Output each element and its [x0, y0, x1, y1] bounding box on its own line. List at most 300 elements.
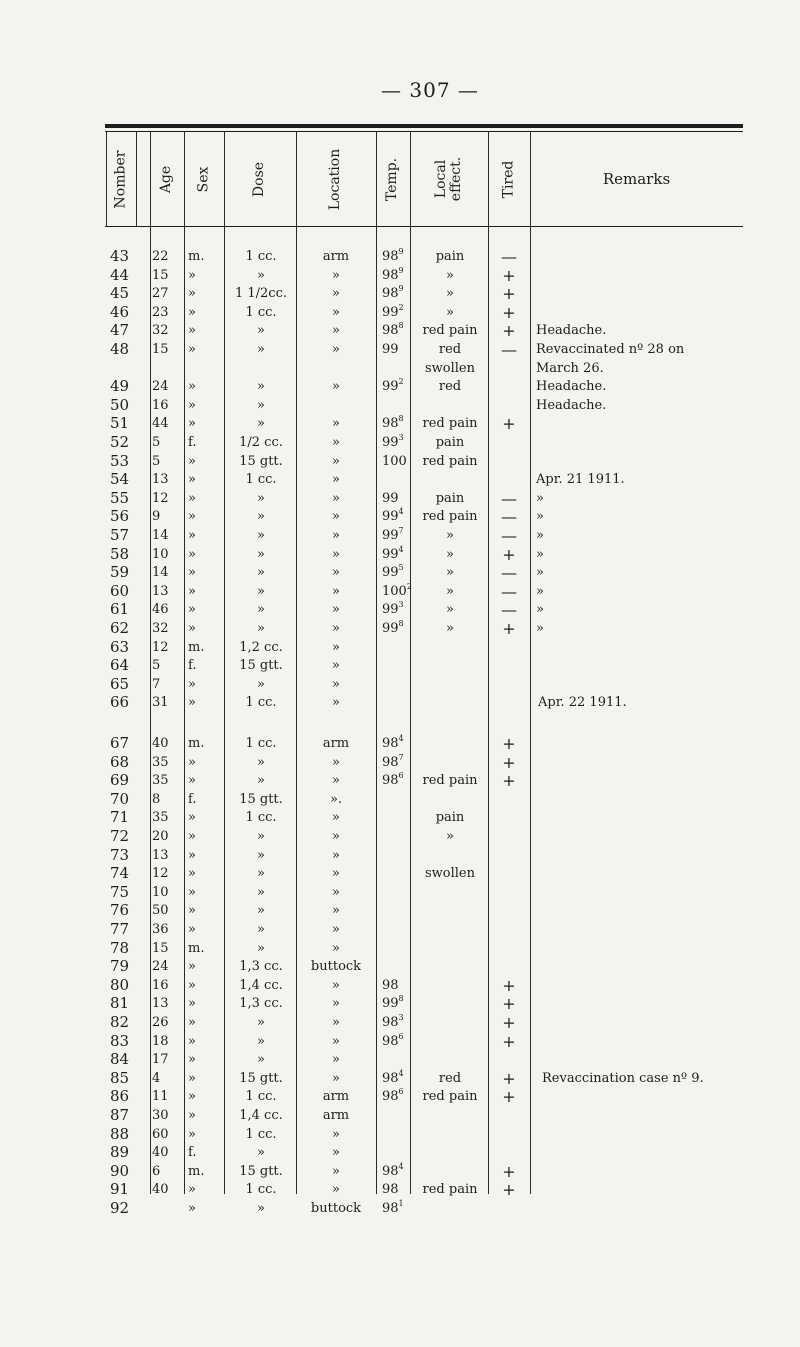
header-temp: Temp. [384, 157, 401, 201]
cell-sex: » [188, 847, 196, 863]
temp-decimal: 3 [398, 1013, 404, 1022]
temp-value: 99 [382, 509, 399, 525]
cell-age: 60 [152, 1126, 169, 1142]
cell-number: 80 [110, 975, 130, 994]
cell-temp [382, 507, 412, 526]
cell-dose: 1 cc. [245, 1126, 277, 1142]
cell-number: 54 [110, 470, 130, 489]
cell-age: 32 [152, 323, 169, 339]
cell-tired: + [502, 544, 516, 564]
cell-dose: » [257, 583, 265, 599]
header-remarks: Remarks [602, 169, 671, 188]
table-row [0, 1013, 800, 1032]
cell-dose: 1 cc. [245, 249, 277, 264]
cell-age: 22 [152, 249, 169, 264]
table-row [0, 656, 800, 675]
cell-dose: » [257, 903, 265, 919]
table-row [0, 1106, 800, 1125]
cell-temp [382, 1162, 412, 1181]
temp-value: 98 [382, 1089, 399, 1105]
temp-value: 98 [382, 736, 399, 751]
table-row [0, 582, 800, 601]
cell-sex: m. [188, 639, 205, 655]
cell-temp [382, 414, 412, 433]
cell-number: 92 [110, 1199, 130, 1217]
cell-location: » [332, 1163, 340, 1179]
temp-value: 98 [382, 249, 399, 264]
cell-location: » [332, 866, 340, 882]
cell-local-effect: » [446, 546, 454, 562]
table-row [0, 1032, 800, 1051]
cell-temp [382, 734, 412, 753]
cell-location: » [332, 490, 340, 506]
cell-location: » [332, 903, 340, 919]
cell-dose: 1 cc. [245, 1089, 277, 1105]
cell-location: » [332, 528, 340, 543]
cell-location: » [332, 658, 340, 674]
table-row [0, 638, 800, 657]
cell-number: 61 [110, 600, 130, 619]
cell-number: 56 [110, 507, 130, 526]
cell-sex: » [188, 323, 196, 339]
cell-temp [382, 526, 412, 545]
temp-decimal: 3 [398, 433, 404, 442]
cell-sex: » [188, 342, 196, 357]
cell-sex: f. [188, 1145, 197, 1161]
cell-age: 9 [152, 509, 161, 525]
cell-dose: » [257, 621, 265, 636]
table-row [0, 545, 800, 564]
table-row [0, 266, 800, 285]
table-top-rule [105, 124, 743, 128]
cell-age: 16 [152, 977, 169, 993]
temp-value: 98 [382, 267, 399, 283]
cell-age: 17 [152, 1052, 169, 1068]
table-row [0, 675, 800, 694]
cell-local-effect: pain [435, 249, 465, 264]
cell-number: 88 [110, 1124, 130, 1143]
cell-location: » [332, 304, 340, 320]
cell-number: 57 [110, 526, 130, 544]
temp-value: 99 [382, 996, 399, 1012]
cell-number: 84 [110, 1050, 130, 1069]
cell-remarks: Revaccinated nº 28 on [536, 342, 685, 357]
cell-location: » [332, 323, 340, 339]
cell-tired: + [502, 752, 516, 772]
cell-location: » [332, 379, 340, 395]
cell-sex: » [188, 621, 196, 636]
cell-location: » [332, 810, 340, 826]
cell-number: 70 [110, 789, 130, 808]
cell-local-effect: red pain [422, 509, 478, 525]
cell-tired: + [502, 414, 516, 434]
table-row [0, 433, 800, 452]
cell-tired: — [501, 600, 517, 620]
cell-temp [382, 340, 412, 359]
cell-location: » [332, 829, 340, 844]
temp-value: 100 [382, 583, 407, 599]
cell-age: 14 [152, 528, 169, 543]
table-row [0, 734, 800, 753]
table-row [0, 994, 800, 1013]
cell-location: » [332, 1070, 340, 1086]
cell-dose: » [257, 754, 265, 770]
header-local-effect: Local effect. [433, 156, 464, 202]
cell-location: » [332, 286, 340, 302]
table-row [0, 377, 800, 396]
cell-tired: + [502, 1180, 516, 1200]
cell-number: 55 [110, 488, 130, 507]
table-row [0, 563, 800, 582]
cell-sex: » [188, 490, 196, 506]
cell-sex: » [188, 304, 196, 320]
side-note-apr22: Apr. 22 1911. [538, 695, 627, 710]
cell-local-effect: red [438, 1070, 462, 1086]
temp-value: 98 [382, 754, 399, 770]
cell-temp [382, 284, 412, 303]
cell-sex: » [188, 1089, 196, 1105]
table-row [0, 526, 800, 545]
table-row [0, 619, 800, 638]
cell-tired: — [501, 563, 517, 583]
temp-decimal: 6 [398, 1087, 404, 1097]
table-row [0, 247, 800, 266]
cell-sex: » [188, 754, 196, 770]
cell-number: 43 [110, 247, 130, 265]
cell-age: 5 [152, 453, 161, 469]
table-row [0, 303, 800, 322]
cell-sex: » [188, 472, 196, 488]
table-row [0, 489, 800, 508]
cell-sex: » [188, 583, 196, 599]
cell-local-effect: » [446, 528, 454, 543]
cell-age: 6 [152, 1163, 161, 1179]
cell-local-effect: swollen [424, 360, 475, 376]
table-row [0, 1199, 800, 1218]
table-row [0, 1180, 800, 1199]
cell-number: 65 [110, 674, 130, 693]
cell-dose: 1,3 cc. [239, 996, 283, 1012]
cell-remarks: Apr. 21 1911. [536, 472, 625, 488]
cell-tired: — [501, 488, 517, 508]
cell-sex: f. [188, 435, 197, 450]
cell-dose: » [257, 490, 265, 506]
cell-temp [382, 489, 412, 508]
cell-age: 16 [152, 397, 169, 413]
cell-remarks: » [536, 621, 544, 636]
cell-sex: » [188, 528, 196, 543]
temp-decimal: 7 [398, 526, 404, 535]
cell-dose: 15 gtt. [239, 1163, 283, 1179]
temp-decimal: 6 [398, 1031, 404, 1041]
cell-dose: » [257, 940, 265, 956]
cell-temp [382, 1180, 412, 1199]
cell-tired: + [502, 302, 516, 322]
cell-sex: » [188, 829, 196, 844]
cell-tired: + [502, 284, 516, 304]
cell-location: » [332, 621, 340, 636]
cell-remarks: Headache. [536, 397, 607, 413]
cell-number: 79 [110, 957, 130, 976]
cell-sex: f. [188, 791, 197, 807]
cell-temp [382, 771, 412, 790]
cell-number: 68 [110, 752, 130, 771]
cell-sex: » [188, 773, 196, 789]
cell-age: 4 [152, 1070, 161, 1086]
cell-location: buttock [310, 959, 362, 975]
cell-sex: » [188, 959, 196, 975]
cell-local-effect: » [446, 304, 454, 320]
cell-age: 50 [152, 903, 169, 919]
cell-age: 8 [152, 791, 161, 807]
cell-location: arm [322, 249, 350, 264]
cell-local-effect: red pain [422, 1182, 478, 1198]
cell-dose: 1 cc. [245, 472, 277, 488]
cell-dose: » [257, 1015, 265, 1030]
table-row [0, 976, 800, 995]
cell-age: 44 [152, 416, 169, 432]
table-row [0, 396, 800, 415]
cell-sex: » [188, 1033, 196, 1049]
cell-dose: 1 cc. [245, 810, 277, 826]
cell-sex: » [188, 416, 196, 432]
cell-location: » [332, 602, 340, 618]
cell-age: 14 [152, 565, 169, 581]
temp-decimal: 4 [398, 734, 404, 743]
table-row [0, 1125, 800, 1144]
cell-number: 49 [110, 377, 130, 396]
cell-tired: — [501, 581, 517, 601]
cell-tired: — [501, 247, 517, 266]
cell-number: 63 [110, 637, 130, 656]
cell-dose: » [257, 379, 265, 395]
table-row [0, 920, 800, 939]
cell-age: 10 [152, 884, 169, 900]
temp-value: 99 [382, 304, 399, 320]
cell-age: 13 [152, 996, 169, 1012]
table-row [0, 600, 800, 619]
cell-location: » [332, 416, 340, 432]
temp-value: 99 [382, 379, 399, 395]
cell-number: 66 [110, 693, 130, 712]
cell-dose: » [257, 922, 265, 937]
cell-location: » [332, 1126, 340, 1142]
table-row [0, 340, 800, 359]
temp-value: 98 [382, 1015, 399, 1030]
cell-temp [382, 545, 412, 564]
cell-sex: » [188, 922, 196, 937]
cell-age: 26 [152, 1015, 169, 1030]
table-row [0, 901, 800, 920]
table-row [0, 939, 800, 958]
cell-tired: + [502, 1068, 516, 1088]
cell-temp [382, 976, 412, 995]
cell-remarks: Headache. [536, 323, 607, 339]
cell-dose: » [257, 773, 265, 789]
cell-sex: m. [188, 249, 205, 264]
cell-dose: » [257, 1052, 265, 1068]
cell-remarks: » [536, 509, 544, 525]
cell-temp [382, 247, 412, 266]
cell-age: 10 [152, 546, 169, 562]
cell-number: 86 [110, 1087, 130, 1106]
cell-location: ». [329, 791, 343, 807]
cell-local-effect: red pain [422, 453, 478, 469]
cell-temp [382, 619, 412, 638]
cell-sex: » [188, 866, 196, 882]
table-row [0, 864, 800, 883]
cell-age: 7 [152, 676, 161, 692]
cell-tired: + [502, 1161, 516, 1181]
temp-value: 98 [382, 1201, 399, 1216]
temp-decimal: 5 [398, 563, 404, 573]
cell-number: 69 [110, 771, 130, 790]
cell-number: 75 [110, 882, 130, 901]
header-age: Age [158, 165, 175, 193]
cell-age: 13 [152, 583, 169, 599]
cell-remarks: » [536, 528, 544, 543]
cell-dose: 15 gtt. [239, 453, 283, 469]
temp-value: 99 [382, 546, 399, 562]
table-row [0, 1143, 800, 1162]
cell-sex: m. [188, 1163, 205, 1179]
cell-tired: + [502, 1031, 516, 1051]
cell-age: 5 [152, 658, 161, 674]
table-row [0, 753, 800, 772]
cell-sex: » [188, 996, 196, 1012]
cell-temp [382, 1013, 412, 1032]
temp-decimal: 8 [398, 994, 404, 1004]
temp-decimal: 7 [398, 752, 404, 762]
temp-decimal: 4 [398, 544, 404, 554]
cell-dose: » [257, 847, 265, 863]
cell-location: » [332, 435, 340, 450]
cell-age: 40 [152, 736, 169, 751]
cell-temp [382, 1032, 412, 1051]
temp-value: 98 [382, 1163, 399, 1179]
cell-location: » [332, 1052, 340, 1068]
cell-number: 77 [110, 920, 130, 938]
cell-number: 62 [110, 619, 130, 637]
cell-number: 47 [110, 321, 130, 340]
cell-local-effect: » [446, 286, 454, 302]
cell-sex: » [188, 602, 196, 618]
cell-sex: » [188, 1182, 196, 1198]
cell-tired: + [502, 265, 516, 285]
cell-tired: — [501, 507, 517, 527]
cell-age: 30 [152, 1108, 169, 1123]
table-row [0, 1162, 800, 1181]
cell-number: 91 [110, 1180, 130, 1199]
cell-temp [382, 303, 412, 322]
cell-dose: » [257, 1201, 265, 1216]
header-tired: Tired [500, 160, 517, 198]
temp-decimal: 2 [406, 581, 412, 591]
cell-dose: 1 cc. [245, 695, 277, 711]
cell-temp [382, 600, 412, 619]
table-row [0, 771, 800, 790]
table-row [0, 452, 800, 471]
cell-dose: » [257, 416, 265, 432]
cell-sex: » [188, 977, 196, 993]
cell-number: 90 [110, 1161, 130, 1180]
cell-remarks: » [536, 565, 544, 581]
cell-sex: » [188, 509, 196, 525]
cell-location: » [332, 639, 340, 655]
cell-number: 48 [110, 340, 130, 358]
cell-remarks: » [536, 546, 544, 562]
cell-sex: » [188, 1015, 196, 1030]
cell-age: 35 [152, 773, 169, 789]
cell-sex: » [188, 1126, 196, 1142]
cell-location: » [332, 922, 340, 937]
cell-sex: m. [188, 940, 205, 956]
temp-decimal: 9 [398, 247, 404, 256]
table-row [0, 470, 800, 489]
cell-temp [382, 433, 412, 452]
table-row [0, 1087, 800, 1106]
cell-number: 72 [110, 827, 130, 845]
cell-number: 89 [110, 1143, 130, 1162]
cell-location: » [332, 1145, 340, 1161]
cell-age: 24 [152, 379, 169, 395]
temp-decimal: 4 [398, 507, 404, 517]
side-note-revaccination: Revaccination case nº 9. [542, 1071, 704, 1086]
cell-dose: » [257, 546, 265, 562]
table-row [0, 808, 800, 827]
cell-sex: » [188, 695, 196, 711]
cell-temp [382, 452, 412, 471]
cell-remarks: Headache. [536, 379, 607, 395]
cell-location: » [332, 509, 340, 525]
page-number: — 307 — [381, 78, 479, 102]
temp-value: 100 [382, 453, 407, 469]
cell-temp [382, 321, 412, 340]
cell-age: 12 [152, 490, 169, 506]
temp-value: 98 [382, 1070, 399, 1086]
temp-value: 98 [382, 773, 399, 789]
temp-value: 99 [382, 435, 399, 450]
cell-tired: — [501, 340, 517, 359]
cell-tired: + [502, 321, 516, 341]
cell-dose: » [257, 267, 265, 283]
temp-value: 99 [382, 621, 399, 636]
cell-temp [382, 563, 412, 582]
temp-value: 98 [382, 1033, 399, 1049]
table-row [0, 957, 800, 976]
cell-age: 11 [152, 1089, 169, 1105]
cell-number: 83 [110, 1031, 130, 1050]
cell-age: 46 [152, 602, 169, 618]
cell-dose: 1 cc. [245, 736, 277, 751]
cell-location: » [332, 453, 340, 469]
table-row [0, 1050, 800, 1069]
cell-number: 45 [110, 284, 130, 303]
cell-location: » [332, 754, 340, 770]
cell-tired: — [501, 526, 517, 545]
cell-number: 58 [110, 544, 130, 563]
table-row [0, 414, 800, 433]
cell-number: 60 [110, 581, 130, 600]
cell-age: 12 [152, 639, 169, 655]
cell-dose: » [257, 1033, 265, 1049]
cell-number: 52 [110, 433, 130, 451]
cell-dose: » [257, 323, 265, 339]
cell-location: » [332, 342, 340, 357]
cell-number: 50 [110, 395, 130, 414]
cell-location: » [332, 847, 340, 863]
temp-decimal: 4 [398, 1161, 404, 1171]
